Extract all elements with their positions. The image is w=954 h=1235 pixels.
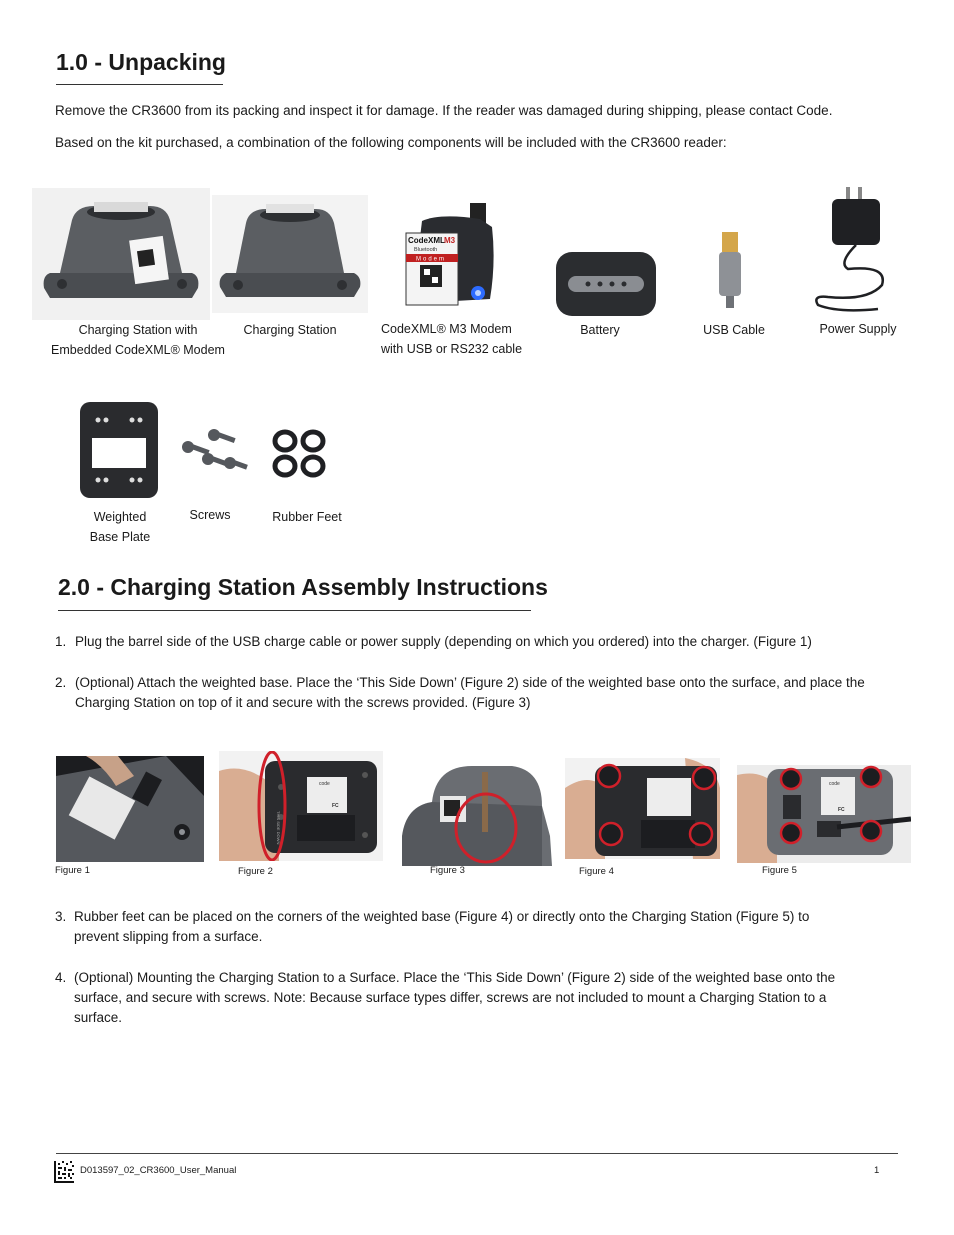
figure-2-image [219, 751, 383, 861]
figure-1-image [56, 756, 204, 862]
caption-charging-station: Charging Station [243, 323, 337, 337]
battery-image [552, 248, 660, 320]
caption-weighted-base-plate: Weighted Base Plate [89, 510, 151, 544]
fig2-this-side-down-text: THIS SIDE DOWN [276, 811, 281, 845]
intro-paragraph: Remove the CR3600 from its packing and inspect it for damage. If the reader was damaged during shipping, please contact Code. [55, 103, 833, 118]
fig5-fc-text: FC [838, 807, 845, 813]
heading-underline [58, 610, 531, 611]
heading-underline [56, 84, 223, 85]
step-4: 4. (Optional) Mounting the Charging Station to a Surface. Place the ‘This Side Down’ (Figure 2) side of the weighted base onto the surface, and secure with screws. Note: Because surface types differ, screws are not included to mount a Charging Station to a surface. [55, 970, 836, 1025]
caption-battery: Battery [580, 323, 620, 337]
modem-model-text: M3 [444, 236, 456, 245]
figure-3-caption: Figure 3 [430, 865, 465, 876]
caption-charging-station-modem: Charging Station with Embedded CodeXML® Modem [51, 323, 225, 357]
fig2-code-text: code [319, 781, 330, 787]
caption-screws: Screws [189, 508, 231, 522]
caption-usb-cable: USB Cable [703, 323, 765, 337]
step-1: 1. Plug the barrel side of the USB charge cable or power supply (depending on which you ordered) into the charger. (Figure 1) [55, 634, 812, 649]
charging-station-image [212, 195, 368, 313]
fig5-code-text: code [829, 781, 840, 787]
modem-sub-text: Bluetooth [414, 247, 438, 253]
power-supply-image [798, 185, 913, 317]
step-3: 3. Rubber feet can be placed on the corners of the weighted base (Figure 4) or directly onto the Charging Station (Figure 5) to prevent slipping from a surface. [55, 909, 810, 944]
figure-4-image [565, 758, 720, 859]
modem-brand-text: CodeXML [408, 236, 445, 245]
figure-5-image [737, 765, 911, 863]
section-heading-unpacking: 1.0 - Unpacking [56, 49, 226, 75]
caption-m3-modem: CodeXML® M3 Modem with USB or RS232 cable [381, 322, 523, 356]
screws-image [178, 425, 250, 475]
step-2: 2. (Optional) Attach the weighted base. Place the ‘This Side Down’ (Figure 2) side of the weighted base onto the surface, and place the Charging Station on top of it and secure with the screws provided. (Figure 3) [55, 675, 865, 710]
datamatrix-barcode-icon [54, 1161, 74, 1183]
figure-3-image [402, 766, 552, 866]
charging-station-modem-image [32, 188, 210, 320]
modem-word-text: Modem [416, 256, 447, 263]
figure-2-caption: Figure 2 [238, 866, 273, 877]
m3-modem-image [400, 203, 500, 310]
caption-power-supply: Power Supply [819, 322, 897, 336]
figure-5-caption: Figure 5 [762, 865, 797, 876]
figure-1-caption: Figure 1 [55, 865, 90, 876]
section-heading-assembly: 2.0 - Charging Station Assembly Instructions [58, 574, 548, 600]
rubber-feet-image [270, 428, 330, 480]
footer-page-number: 1 [874, 1165, 880, 1176]
components-paragraph: Based on the kit purchased, a combination of the following components will be included with the CR3600 reader: [55, 135, 727, 150]
weighted-base-plate-image [78, 400, 160, 500]
usb-cable-image [710, 230, 750, 310]
footer-doc-id: D013597_02_CR3600_User_Manual [80, 1165, 237, 1176]
fig2-fc-text: FC [332, 803, 339, 809]
footer-rule [56, 1153, 898, 1154]
figure-4-caption: Figure 4 [579, 866, 614, 877]
caption-rubber-feet: Rubber Feet [272, 510, 342, 524]
